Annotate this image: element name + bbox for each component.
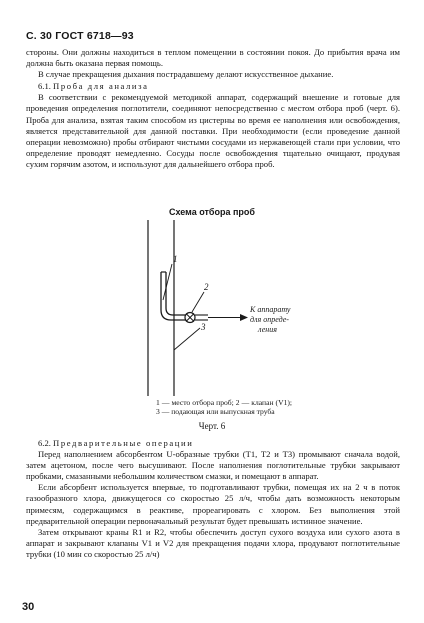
section-title: Проба для анализа (53, 81, 149, 92)
sampling-diagram (140, 220, 310, 398)
page-header: С. 30 ГОСТ 6718—93 (26, 30, 134, 42)
section-number: 6.2. (38, 438, 51, 448)
paragraph: В соответствии с рекомендуемой методикой аппарат, содержащий внешение и готовые для проведения определения поглотители, соединяют непосредственно с местом отбора проб (черт. 6). Проба для анализа, взятая таким способом из цистерны во время ее наполнения или освобождения, является представительной для данной поставки. При необходимости (если проведение данной операции невозможно) пробы отбирают чистыми сосудами из нержавеющей стали при условии, что определение проводят немедленно. Сосуды после освобождения тщательно очищают, продувая сухим горячим азотом, и используют для дальнейшего отбора проб. (26, 92, 400, 169)
arrow-right-icon (240, 314, 248, 321)
paragraph: стороны. Они должны находиться в теплом помещении в состоянии покоя. До прибытия врача им должна быть оказана первая помощь. (26, 47, 400, 69)
paragraph: Если абсорбент используется впервые, то подготавливают трубки, помещая их на 2 ч в поток газообразного хлора, движущегося со скоростью 25 л/ч, чтобы дать возможность некоторым примесям, содержащимся в реактиве, прореагировать с хлором. Без выполнения этой предварительной операции первоначальный результат будет превышать истинное значение. (26, 482, 400, 526)
page-number: 30 (22, 601, 35, 613)
label-1: 1 (173, 254, 178, 264)
label-2: 2 (204, 282, 209, 292)
section-number: 6.1. (38, 81, 51, 92)
text-block-top (26, 47, 400, 170)
leader-2 (192, 292, 204, 312)
section-title: Предварительные операции (53, 438, 194, 448)
paragraph: В случае прекращения дыхания пострадавшему делают искусственное дыхание. (38, 69, 334, 80)
sample-tube-inner (166, 272, 186, 315)
paragraph: Перед наполнением абсорбентом U-образные трубки (T1, T2 и T3) промывают сначала водой, затем ацетоном, после чего высушивают. После наполнения поглотительные трубки закрывают пробками, смазанными небольшим количеством смазки, и помещают в аппарат. (26, 449, 400, 482)
label-3: 3 (201, 322, 206, 332)
arrow-label-line-3: ления (258, 325, 277, 334)
figure-number: Черт. 6 (198, 421, 226, 431)
arrow-label-line-2: для опреде- (250, 315, 289, 324)
paragraph: Затем открывают краны R1 и R2, чтобы обеспечить доступ сухого воздуха или сухого азота в аппарат и закрывают клапаны V1 и V2 для прекращения подачи хлора, продувают поглотительные трубки (10 мин со скоростью 25 л/ч) (26, 526, 400, 559)
leader-1 (163, 264, 172, 300)
leader-3 (174, 328, 200, 350)
section-heading (26, 438, 400, 449)
arrow-label-line-1: К аппарату (250, 305, 291, 314)
figure-title: Схема отбора проб (169, 207, 255, 217)
figure-caption: 1 — место отбора проб; 2 — клапан (V1); 3 — подающая или выпускная труба (156, 398, 292, 416)
text-block-bottom (26, 438, 400, 560)
section-heading (26, 81, 400, 92)
